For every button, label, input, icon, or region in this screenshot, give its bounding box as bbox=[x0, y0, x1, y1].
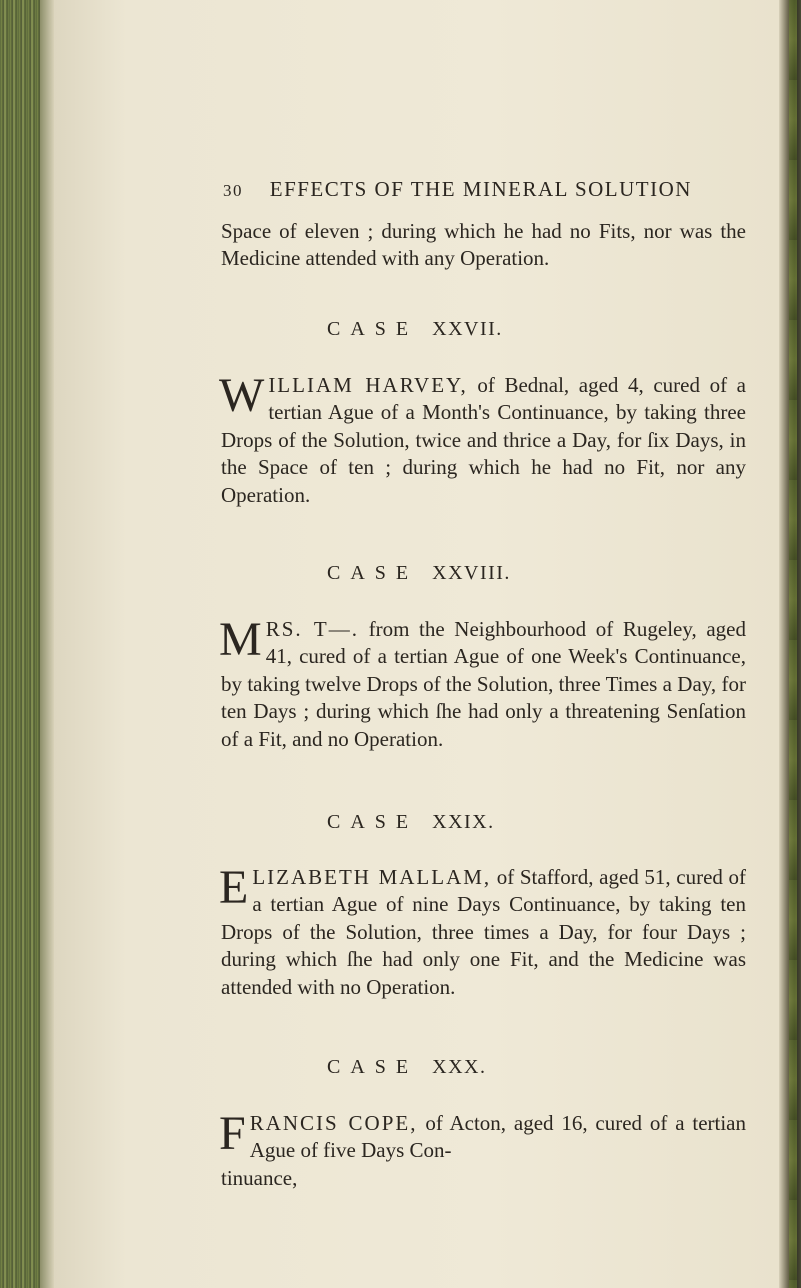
case-heading-27 bbox=[327, 318, 503, 341]
case-paragraph-27 bbox=[219, 369, 746, 509]
case-paragraph-28 bbox=[219, 613, 746, 753]
case-name: LIZABETH MALLAM, bbox=[252, 865, 492, 889]
continuation-paragraph bbox=[221, 218, 746, 273]
case-paragraph-29 bbox=[219, 861, 746, 1001]
case-heading-29 bbox=[327, 811, 495, 834]
case-name: RS. T—. bbox=[265, 617, 359, 641]
drop-cap: M bbox=[219, 613, 262, 666]
binding-shadow bbox=[40, 0, 54, 1288]
case-number: XXVII. bbox=[432, 318, 503, 340]
drop-cap: F bbox=[219, 1107, 246, 1160]
case-label: CASE bbox=[327, 562, 419, 584]
case-label: CASE bbox=[327, 811, 419, 833]
page-number: 30 bbox=[223, 181, 243, 200]
running-header bbox=[223, 177, 692, 202]
case-number: XXX. bbox=[432, 1056, 487, 1078]
case-number: XXVIII. bbox=[432, 562, 511, 584]
page-edge-stain bbox=[789, 0, 797, 1288]
running-title: EFFECTS OF THE MINERAL SOLUTION bbox=[269, 177, 692, 201]
case-label: CASE bbox=[327, 1056, 419, 1078]
case-name: ILLIAM HARVEY, bbox=[268, 373, 468, 397]
case-heading-30 bbox=[327, 1056, 486, 1079]
case-label: CASE bbox=[327, 318, 419, 340]
case-text: from the Neighbourhood of Rugeley, aged 41, cured of a tertian Ague of one Week's Continuance, by taking twelve Drops of the Solution, three Times a Day, for ten Days ; during which ſhe had only a threatening Senſation of a Fit, and no Operation. bbox=[221, 617, 746, 751]
continuation-text: Space of eleven ; during which he had no Fits, nor was the Medicine attended with any Operation. bbox=[221, 219, 746, 271]
catchword: tinuance, bbox=[221, 1165, 298, 1190]
case-name: RANCIS COPE, bbox=[249, 1111, 418, 1135]
drop-cap: W bbox=[219, 369, 265, 422]
case-paragraph-30 bbox=[219, 1107, 746, 1192]
binding-margin bbox=[0, 0, 40, 1288]
case-text: of Acton, aged 16, cured of a tertian Ague of five Days Con- bbox=[249, 1111, 746, 1163]
case-heading-28 bbox=[327, 562, 511, 585]
drop-cap: E bbox=[219, 861, 249, 914]
case-number: XXIX. bbox=[432, 811, 495, 833]
case-text: of Bednal, aged 4, cured of a tertian Ague of a Month's Continuance, by taking three Drops of the Solution, twice and thrice a Day, for ſix Days, in the Space of ten ; during which he had no Fit, nor any Operation. bbox=[221, 373, 746, 507]
case-text: of Stafford, aged 51, cured of a tertian Ague of nine Days Continuance, by taking ten Drops of the Solution, three times a Day, for four Days ; during which ſhe had only one Fit, and the Medicine was attended with no Operation. bbox=[221, 865, 746, 999]
